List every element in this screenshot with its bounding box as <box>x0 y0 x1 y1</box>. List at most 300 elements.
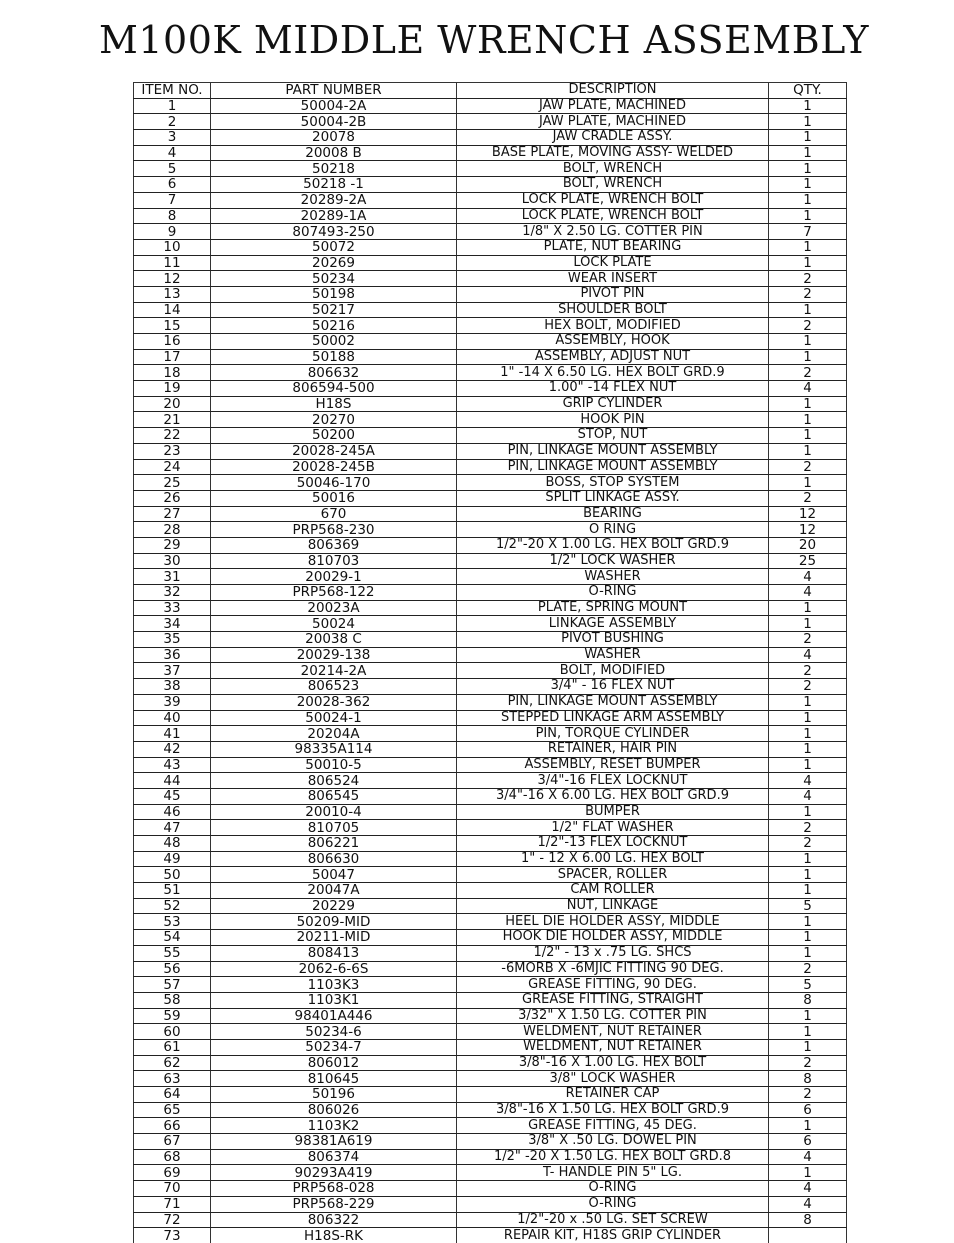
item-no-cell: 23 <box>134 443 211 459</box>
table-row <box>134 663 847 679</box>
table-row <box>134 1212 847 1228</box>
table-row <box>134 239 847 255</box>
description-cell: WELDMENT, NUT RETAINER <box>457 1039 769 1055</box>
qty-cell: 1 <box>769 208 847 224</box>
part-number-cell: 50234 <box>211 271 457 287</box>
qty-cell: 1 <box>769 600 847 616</box>
part-number-cell: 806322 <box>211 1212 457 1228</box>
qty-cell: 1 <box>769 851 847 867</box>
qty-cell: 8 <box>769 992 847 1008</box>
qty-cell: 2 <box>769 365 847 381</box>
table-row <box>134 1196 847 1212</box>
item-no-cell: 18 <box>134 365 211 381</box>
part-number-cell: 20204A <box>211 726 457 742</box>
description-cell: O-RING <box>457 1196 769 1212</box>
item-no-cell: 9 <box>134 224 211 240</box>
description-cell: 3/8"-16 X 1.50 LG. HEX BOLT GRD.9 <box>457 1102 769 1118</box>
description-cell: NUT, LINKAGE <box>457 898 769 914</box>
item-no-cell: 14 <box>134 302 211 318</box>
part-number-cell: 98381A619 <box>211 1134 457 1150</box>
item-no-cell: 32 <box>134 585 211 601</box>
part-number-cell: 20269 <box>211 255 457 271</box>
part-number-cell: 98401A446 <box>211 1008 457 1024</box>
qty-cell: 4 <box>769 585 847 601</box>
part-number-cell: 808413 <box>211 945 457 961</box>
qty-cell: 1 <box>769 726 847 742</box>
description-cell: BOLT, MODIFIED <box>457 663 769 679</box>
item-no-cell: 8 <box>134 208 211 224</box>
qty-cell: 4 <box>769 647 847 663</box>
table-row <box>134 898 847 914</box>
table-row <box>134 349 847 365</box>
table-row <box>134 459 847 475</box>
table-row <box>134 836 847 852</box>
table-body <box>134 98 847 1243</box>
table-row <box>134 1118 847 1134</box>
item-no-cell: 57 <box>134 977 211 993</box>
item-no-cell: 43 <box>134 757 211 773</box>
qty-cell: 1 <box>769 443 847 459</box>
table-row <box>134 757 847 773</box>
part-number-cell: 50002 <box>211 334 457 350</box>
description-cell: 1/2"-13 FLEX LOCKNUT <box>457 836 769 852</box>
item-no-cell: 73 <box>134 1228 211 1243</box>
qty-cell: 5 <box>769 977 847 993</box>
description-cell: JAW CRADLE ASSY. <box>457 130 769 146</box>
part-number-cell: 50218 -1 <box>211 177 457 193</box>
item-no-cell: 36 <box>134 647 211 663</box>
item-no-cell: 24 <box>134 459 211 475</box>
qty-cell: 8 <box>769 1071 847 1087</box>
part-number-cell: 50004-2B <box>211 114 457 130</box>
description-cell: HEEL DIE HOLDER ASSY, MIDDLE <box>457 914 769 930</box>
part-number-cell: 90293A419 <box>211 1165 457 1181</box>
description-cell: BOSS, STOP SYSTEM <box>457 475 769 491</box>
qty-cell: 2 <box>769 820 847 836</box>
description-cell: HOOK DIE HOLDER ASSY, MIDDLE <box>457 930 769 946</box>
part-number-cell: 50004-2A <box>211 98 457 114</box>
description-cell: RETAINER CAP <box>457 1087 769 1103</box>
item-no-cell: 52 <box>134 898 211 914</box>
item-no-cell: 38 <box>134 679 211 695</box>
table-row <box>134 726 847 742</box>
item-no-cell: 4 <box>134 145 211 161</box>
description-cell: 3/32" X 1.50 LG. COTTER PIN <box>457 1008 769 1024</box>
description-cell: PIN, LINKAGE MOUNT ASSEMBLY <box>457 443 769 459</box>
description-cell: PIVOT BUSHING <box>457 632 769 648</box>
table-row <box>134 710 847 726</box>
part-number-cell: 20038 C <box>211 632 457 648</box>
item-no-cell: 68 <box>134 1149 211 1165</box>
part-number-cell: 50234-6 <box>211 1024 457 1040</box>
table-row <box>134 1087 847 1103</box>
item-no-cell: 31 <box>134 569 211 585</box>
table-row <box>134 930 847 946</box>
part-number-cell: 670 <box>211 506 457 522</box>
description-cell: O-RING <box>457 585 769 601</box>
description-cell: GREASE FITTING, 90 DEG. <box>457 977 769 993</box>
part-number-cell: 50016 <box>211 490 457 506</box>
qty-cell: 1 <box>769 616 847 632</box>
table-row <box>134 286 847 302</box>
description-cell: GREASE FITTING, STRAIGHT <box>457 992 769 1008</box>
item-no-cell: 6 <box>134 177 211 193</box>
qty-cell: 1 <box>769 98 847 114</box>
item-no-cell: 71 <box>134 1196 211 1212</box>
item-no-cell: 69 <box>134 1165 211 1181</box>
qty-cell: 1 <box>769 914 847 930</box>
part-number-cell: 50188 <box>211 349 457 365</box>
description-cell: CAM ROLLER <box>457 883 769 899</box>
table-row <box>134 600 847 616</box>
item-no-cell: 51 <box>134 883 211 899</box>
part-number-cell: PRP568-122 <box>211 585 457 601</box>
qty-cell: 6 <box>769 1134 847 1150</box>
item-no-cell: 37 <box>134 663 211 679</box>
description-cell: PIN, TORQUE CYLINDER <box>457 726 769 742</box>
description-cell: BEARING <box>457 506 769 522</box>
table-row <box>134 1008 847 1024</box>
qty-cell: 2 <box>769 663 847 679</box>
item-no-cell: 56 <box>134 961 211 977</box>
qty-cell: 2 <box>769 271 847 287</box>
description-cell: LINKAGE ASSEMBLY <box>457 616 769 632</box>
table-row <box>134 977 847 993</box>
part-number-cell: 50046-170 <box>211 475 457 491</box>
qty-cell: 4 <box>769 569 847 585</box>
item-no-cell: 28 <box>134 522 211 538</box>
item-no-cell: 39 <box>134 694 211 710</box>
item-no-cell: 58 <box>134 992 211 1008</box>
qty-cell: 1 <box>769 710 847 726</box>
table-row <box>134 1134 847 1150</box>
part-number-cell: 50198 <box>211 286 457 302</box>
item-no-cell: 45 <box>134 788 211 804</box>
part-number-cell: 2062-6-6S <box>211 961 457 977</box>
item-no-cell: 19 <box>134 381 211 397</box>
description-cell: 1.00" -14 FLEX NUT <box>457 381 769 397</box>
table-row <box>134 443 847 459</box>
part-number-cell: 20289-2A <box>211 192 457 208</box>
part-number-cell: 20078 <box>211 130 457 146</box>
qty-cell: 1 <box>769 694 847 710</box>
part-number-cell: 1103K3 <box>211 977 457 993</box>
qty-cell: 1 <box>769 475 847 491</box>
qty-cell: 1 <box>769 1008 847 1024</box>
description-cell: 1/2"-20 x .50 LG. SET SCREW <box>457 1212 769 1228</box>
description-cell: 3/4"-16 FLEX LOCKNUT <box>457 773 769 789</box>
table-row <box>134 553 847 569</box>
item-no-cell: 60 <box>134 1024 211 1040</box>
header-part-number: PART NUMBER <box>211 83 457 99</box>
qty-cell: 1 <box>769 114 847 130</box>
qty-cell: 1 <box>769 255 847 271</box>
qty-cell: 1 <box>769 1024 847 1040</box>
part-number-cell: 810703 <box>211 553 457 569</box>
item-no-cell: 44 <box>134 773 211 789</box>
table-header-row <box>134 83 847 99</box>
description-cell: WELDMENT, NUT RETAINER <box>457 1024 769 1040</box>
qty-cell: 7 <box>769 224 847 240</box>
qty-cell: 4 <box>769 381 847 397</box>
table-row <box>134 1102 847 1118</box>
description-cell: BOLT, WRENCH <box>457 161 769 177</box>
description-cell: JAW PLATE, MACHINED <box>457 98 769 114</box>
qty-cell: 4 <box>769 788 847 804</box>
table-row <box>134 1165 847 1181</box>
table-row <box>134 161 847 177</box>
part-number-cell: 50217 <box>211 302 457 318</box>
table-row <box>134 945 847 961</box>
qty-cell: 12 <box>769 506 847 522</box>
item-no-cell: 62 <box>134 1055 211 1071</box>
description-cell: 1/2" -20 X 1.50 LG. HEX BOLT GRD.8 <box>457 1149 769 1165</box>
qty-cell: 1 <box>769 428 847 444</box>
item-no-cell: 30 <box>134 553 211 569</box>
description-cell: BOLT, WRENCH <box>457 177 769 193</box>
description-cell: PIVOT PIN <box>457 286 769 302</box>
item-no-cell: 7 <box>134 192 211 208</box>
qty-cell: 8 <box>769 1212 847 1228</box>
qty-cell: 1 <box>769 177 847 193</box>
table-row <box>134 585 847 601</box>
part-number-cell: 20229 <box>211 898 457 914</box>
table-row <box>134 1055 847 1071</box>
qty-cell: 1 <box>769 804 847 820</box>
page-title: M100K MIDDLE WRENCH ASSEMBLY <box>98 18 870 62</box>
qty-cell: 2 <box>769 836 847 852</box>
part-number-cell: 806369 <box>211 537 457 553</box>
table-row <box>134 506 847 522</box>
description-cell: RETAINER, HAIR PIN <box>457 741 769 757</box>
table-row <box>134 741 847 757</box>
description-cell: HEX BOLT, MODIFIED <box>457 318 769 334</box>
description-cell: O-RING <box>457 1181 769 1197</box>
part-number-cell: 1103K2 <box>211 1118 457 1134</box>
qty-cell: 2 <box>769 961 847 977</box>
table-row <box>134 694 847 710</box>
table-row <box>134 428 847 444</box>
table-row <box>134 1024 847 1040</box>
table-row <box>134 616 847 632</box>
table-row <box>134 1228 847 1243</box>
item-no-cell: 53 <box>134 914 211 930</box>
description-cell: WEAR INSERT <box>457 271 769 287</box>
table-row <box>134 679 847 695</box>
qty-cell: 1 <box>769 412 847 428</box>
description-cell: 1/8" X 2.50 LG. COTTER PIN <box>457 224 769 240</box>
description-cell: T- HANDLE PIN 5" LG. <box>457 1165 769 1181</box>
part-number-cell: 806221 <box>211 836 457 852</box>
part-number-cell: 20028-245B <box>211 459 457 475</box>
table-row <box>134 1181 847 1197</box>
item-no-cell: 27 <box>134 506 211 522</box>
table-row <box>134 1149 847 1165</box>
part-number-cell: 20028-245A <box>211 443 457 459</box>
qty-cell: 1 <box>769 130 847 146</box>
part-number-cell: 20289-1A <box>211 208 457 224</box>
item-no-cell: 40 <box>134 710 211 726</box>
qty-cell <box>769 1228 847 1243</box>
table-row <box>134 773 847 789</box>
item-no-cell: 3 <box>134 130 211 146</box>
item-no-cell: 72 <box>134 1212 211 1228</box>
qty-cell: 1 <box>769 945 847 961</box>
part-number-cell: 20029-138 <box>211 647 457 663</box>
part-number-cell: H18S <box>211 396 457 412</box>
qty-cell: 1 <box>769 1039 847 1055</box>
part-number-cell: 20270 <box>211 412 457 428</box>
table-row <box>134 569 847 585</box>
part-number-cell: 806374 <box>211 1149 457 1165</box>
table-row <box>134 130 847 146</box>
qty-cell: 6 <box>769 1102 847 1118</box>
part-number-cell: 50218 <box>211 161 457 177</box>
description-cell: 3/8" LOCK WASHER <box>457 1071 769 1087</box>
item-no-cell: 46 <box>134 804 211 820</box>
description-cell: GRIP CYLINDER <box>457 396 769 412</box>
item-no-cell: 16 <box>134 334 211 350</box>
description-cell: GREASE FITTING, 45 DEG. <box>457 1118 769 1134</box>
part-number-cell: 806594-500 <box>211 381 457 397</box>
qty-cell: 12 <box>769 522 847 538</box>
table-row <box>134 475 847 491</box>
part-number-cell: 20028-362 <box>211 694 457 710</box>
description-cell: -6MORB X -6MJIC FITTING 90 DEG. <box>457 961 769 977</box>
item-no-cell: 29 <box>134 537 211 553</box>
item-no-cell: 33 <box>134 600 211 616</box>
qty-cell: 25 <box>769 553 847 569</box>
part-number-cell: 806026 <box>211 1102 457 1118</box>
item-no-cell: 66 <box>134 1118 211 1134</box>
part-number-cell: 50234-7 <box>211 1039 457 1055</box>
qty-cell: 1 <box>769 239 847 255</box>
description-cell: ASSEMBLY, HOOK <box>457 334 769 350</box>
description-cell: STEPPED LINKAGE ARM ASSEMBLY <box>457 710 769 726</box>
description-cell: 1/2" LOCK WASHER <box>457 553 769 569</box>
item-no-cell: 59 <box>134 1008 211 1024</box>
item-no-cell: 25 <box>134 475 211 491</box>
description-cell: PIN, LINKAGE MOUNT ASSEMBLY <box>457 694 769 710</box>
qty-cell: 5 <box>769 898 847 914</box>
item-no-cell: 67 <box>134 1134 211 1150</box>
item-no-cell: 49 <box>134 851 211 867</box>
description-cell: PLATE, NUT BEARING <box>457 239 769 255</box>
qty-cell: 20 <box>769 537 847 553</box>
table-row <box>134 302 847 318</box>
qty-cell: 1 <box>769 741 847 757</box>
qty-cell: 4 <box>769 773 847 789</box>
part-number-cell: 20211-MID <box>211 930 457 946</box>
qty-cell: 1 <box>769 302 847 318</box>
table-row <box>134 647 847 663</box>
item-no-cell: 10 <box>134 239 211 255</box>
description-cell: PLATE, SPRING MOUNT <box>457 600 769 616</box>
description-cell: LOCK PLATE, WRENCH BOLT <box>457 192 769 208</box>
qty-cell: 2 <box>769 490 847 506</box>
table-row <box>134 177 847 193</box>
item-no-cell: 65 <box>134 1102 211 1118</box>
description-cell: LOCK PLATE <box>457 255 769 271</box>
qty-cell: 2 <box>769 632 847 648</box>
table-row <box>134 396 847 412</box>
part-number-cell: 806523 <box>211 679 457 695</box>
item-no-cell: 42 <box>134 741 211 757</box>
description-cell: HOOK PIN <box>457 412 769 428</box>
table-row <box>134 537 847 553</box>
table-row <box>134 192 847 208</box>
table-row <box>134 788 847 804</box>
part-number-cell: 20047A <box>211 883 457 899</box>
table-row <box>134 98 847 114</box>
item-no-cell: 26 <box>134 490 211 506</box>
qty-cell: 1 <box>769 349 847 365</box>
qty-cell: 1 <box>769 161 847 177</box>
description-cell: STOP, NUT <box>457 428 769 444</box>
table-row <box>134 365 847 381</box>
table-row <box>134 1039 847 1055</box>
description-cell: 3/8"-16 X 1.00 LG. HEX BOLT <box>457 1055 769 1071</box>
description-cell: 1" -14 X 6.50 LG. HEX BOLT GRD.9 <box>457 365 769 381</box>
qty-cell: 2 <box>769 459 847 475</box>
item-no-cell: 21 <box>134 412 211 428</box>
table-row <box>134 255 847 271</box>
table-row <box>134 381 847 397</box>
table-row <box>134 851 847 867</box>
qty-cell: 1 <box>769 1118 847 1134</box>
table-row <box>134 1071 847 1087</box>
description-cell: O RING <box>457 522 769 538</box>
part-number-cell: 50216 <box>211 318 457 334</box>
qty-cell: 2 <box>769 1055 847 1071</box>
description-cell: 1/2" FLAT WASHER <box>457 820 769 836</box>
part-number-cell: 806524 <box>211 773 457 789</box>
part-number-cell: 98335A114 <box>211 741 457 757</box>
table-row <box>134 883 847 899</box>
qty-cell: 2 <box>769 286 847 302</box>
part-number-cell: 20023A <box>211 600 457 616</box>
description-cell: BASE PLATE, MOVING ASSY- WELDED <box>457 145 769 161</box>
part-number-cell: 810705 <box>211 820 457 836</box>
item-no-cell: 48 <box>134 836 211 852</box>
description-cell: SHOULDER BOLT <box>457 302 769 318</box>
description-cell: SPACER, ROLLER <box>457 867 769 883</box>
part-number-cell: 806012 <box>211 1055 457 1071</box>
item-no-cell: 12 <box>134 271 211 287</box>
table-row <box>134 114 847 130</box>
part-number-cell: 50200 <box>211 428 457 444</box>
description-cell: JAW PLATE, MACHINED <box>457 114 769 130</box>
part-number-cell: 806545 <box>211 788 457 804</box>
qty-cell: 4 <box>769 1149 847 1165</box>
description-cell: 1/2"-20 X 1.00 LG. HEX BOLT GRD.9 <box>457 537 769 553</box>
qty-cell: 1 <box>769 192 847 208</box>
table-row <box>134 334 847 350</box>
part-number-cell: 20010-4 <box>211 804 457 820</box>
description-cell: SPLIT LINKAGE ASSY. <box>457 490 769 506</box>
part-number-cell: 50072 <box>211 239 457 255</box>
qty-cell: 1 <box>769 396 847 412</box>
part-number-cell: 20029-1 <box>211 569 457 585</box>
item-no-cell: 47 <box>134 820 211 836</box>
item-no-cell: 61 <box>134 1039 211 1055</box>
table-row <box>134 224 847 240</box>
qty-cell: 1 <box>769 334 847 350</box>
qty-cell: 1 <box>769 145 847 161</box>
description-cell: LOCK PLATE, WRENCH BOLT <box>457 208 769 224</box>
part-number-cell: PRP568-229 <box>211 1196 457 1212</box>
item-no-cell: 34 <box>134 616 211 632</box>
